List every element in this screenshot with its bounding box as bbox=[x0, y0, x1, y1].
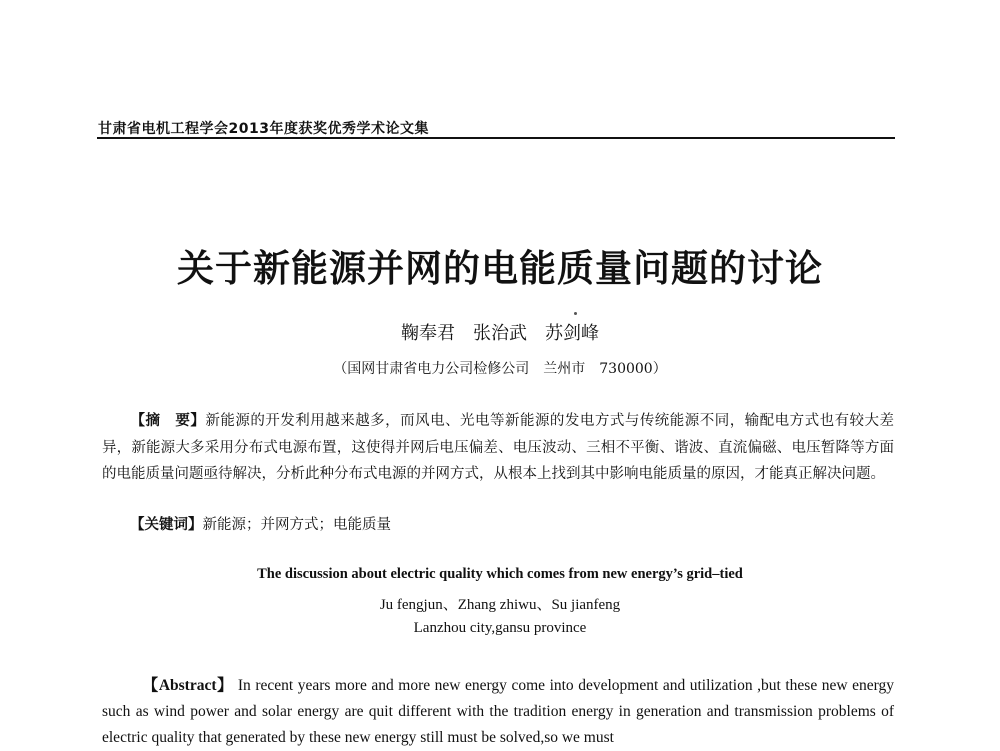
english-abstract-text: In recent years more and more new energy come into development and utilization ,but these new energy such as wind power and solar energy are quit different with the tradition energy in generation and transmission problems of electric quality that generated by these new energy still must be solved,so we must bbox=[102, 677, 894, 746]
english-title: The discussion about electric quality which comes from new energy’s grid–tied bbox=[257, 566, 743, 582]
keywords bbox=[130, 513, 391, 534]
english-affiliation: Lanzhou city,gansu province bbox=[413, 620, 587, 636]
abstract-label: 【摘 要】 bbox=[130, 412, 206, 429]
english-abstract-label: 【Abstract】 bbox=[142, 677, 234, 694]
keywords-label: 【关键词】 bbox=[130, 516, 203, 533]
abstract-text: 新能源的开发利用越来越多，而风电、光电等新能源的发电方式与传统能源不同，输配电方式也有较大差异，新能源大多采用分布式电源布置，这使得并网后电压偏差、电压波动、三相不平衡、谐波、直流偏磁、电压暂降等方面的电能质量问题亟待解决，分析此种分布式电源的并网方式，从根本上找到其中影响电能质量的原因，才能真正解决问题。 bbox=[102, 413, 895, 482]
scan-speck bbox=[574, 312, 577, 315]
paper-title: 关于新能源并网的电能质量问题的讨论 bbox=[177, 246, 823, 290]
affiliation: （国网甘肃省电力公司检修公司 兰州市 730000） bbox=[333, 361, 667, 377]
running-header: 甘肃省电机工程学会2013年度获奖优秀学术论文集 bbox=[98, 121, 429, 137]
english-abstract bbox=[102, 673, 894, 751]
keywords-text: 新能源；并网方式；电能质量 bbox=[202, 517, 391, 533]
chinese-abstract bbox=[102, 408, 894, 488]
author-list: 鞠奉君 张治武 苏剑峰 bbox=[401, 323, 599, 344]
header-rule bbox=[97, 137, 895, 139]
english-authors: Ju fengjun、Zhang zhiwu、Su jianfeng bbox=[379, 597, 621, 613]
